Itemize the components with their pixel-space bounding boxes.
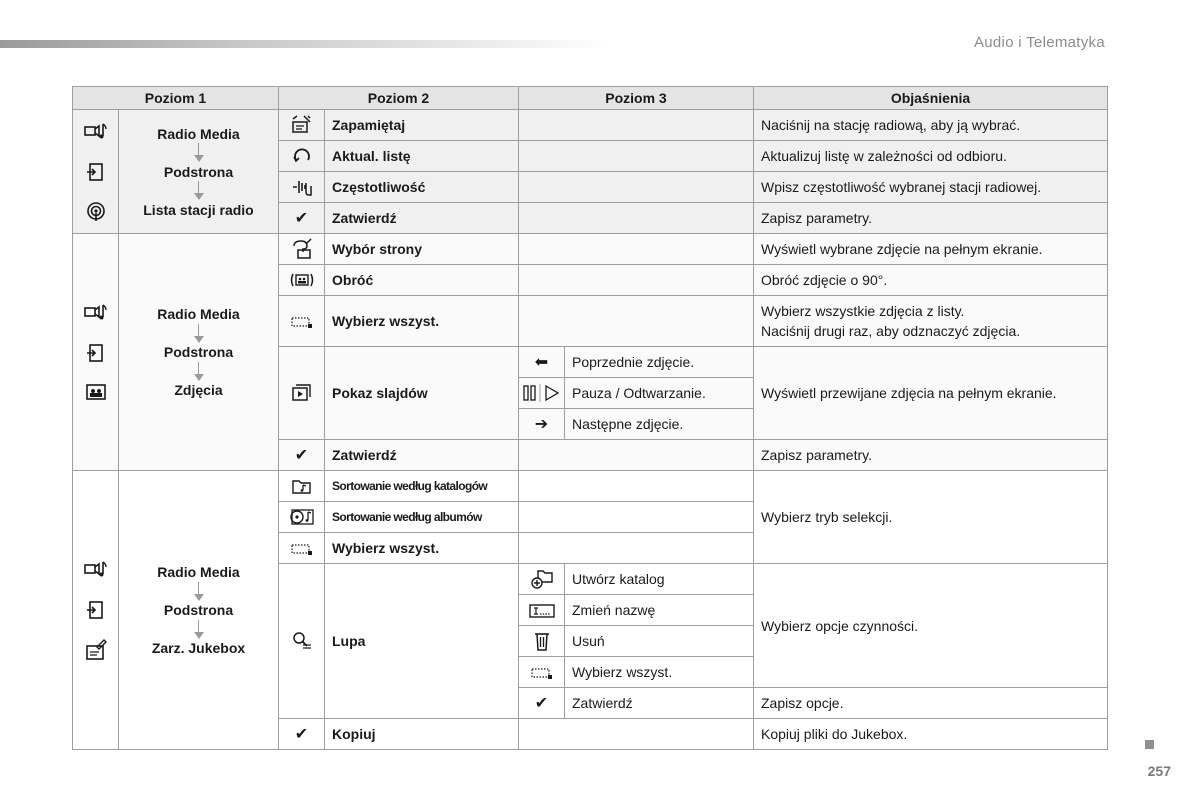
level3-label: Następne zdjęcie. bbox=[565, 409, 754, 440]
page-select-icon-cell bbox=[279, 234, 325, 265]
level3-label: Poprzednie zdjęcie. bbox=[565, 347, 754, 378]
level3-empty bbox=[519, 172, 754, 203]
save-station-icon-cell bbox=[279, 110, 325, 141]
select-all-icon bbox=[530, 666, 554, 680]
create-folder-icon-cell bbox=[519, 564, 565, 595]
level2-label: Pokaz slajdów bbox=[325, 347, 519, 440]
level3-empty bbox=[519, 110, 754, 141]
jukebox-manage-icon bbox=[84, 638, 108, 662]
explanation: Naciśnij na stację radiową, aby ją wybrać. bbox=[754, 110, 1108, 141]
level3-label: Usuń bbox=[565, 626, 754, 657]
table-header-row bbox=[73, 87, 1108, 110]
table-row bbox=[73, 234, 1108, 265]
level2-label: Wybierz wszyst. bbox=[325, 296, 519, 347]
slideshow-icon-cell bbox=[279, 347, 325, 440]
level1-icons-radio-list bbox=[73, 110, 119, 234]
level3-label: Wybierz wszyst. bbox=[565, 657, 754, 688]
table-row bbox=[73, 110, 1108, 141]
level2-label: Obróć bbox=[325, 265, 519, 296]
rename-icon bbox=[528, 603, 556, 619]
frequency-icon-cell bbox=[279, 172, 325, 203]
explanation-line: Naciśnij drugi raz, aby odznaczyć zdjęcia. bbox=[761, 323, 1021, 339]
next-icon-cell bbox=[519, 409, 565, 440]
explanation: Obróć zdjęcie o 90°. bbox=[754, 265, 1108, 296]
rename-icon-cell bbox=[519, 595, 565, 626]
level3-label: Utwórz katalog bbox=[565, 564, 754, 595]
level2-label: Wybierz wszyst. bbox=[325, 533, 519, 564]
level3-empty bbox=[519, 141, 754, 172]
level1-icons-photos bbox=[73, 234, 119, 471]
level3-empty bbox=[519, 203, 754, 234]
checkmark-icon: ✔ bbox=[294, 725, 309, 743]
flow-label: Podstrona bbox=[163, 344, 234, 360]
create-folder-icon bbox=[529, 568, 555, 590]
arrow-left-icon: ⬅ bbox=[534, 353, 549, 371]
col-header-level3: Poziom 3 bbox=[519, 87, 754, 110]
photos-icon bbox=[84, 381, 108, 403]
flow-label: Zarz. Jukebox bbox=[151, 640, 246, 656]
level2-label: Zatwierdź bbox=[325, 440, 519, 471]
explanation: Zapisz parametry. bbox=[754, 203, 1108, 234]
previous-icon-cell bbox=[519, 347, 565, 378]
level1-flow-jukebox bbox=[119, 471, 279, 750]
flow-arrow bbox=[194, 180, 204, 202]
level2-label: Zatwierdź bbox=[325, 203, 519, 234]
level2-label: Częstotliwość bbox=[325, 172, 519, 203]
flow-label: Podstrona bbox=[163, 602, 234, 618]
flow-label: Zdjęcia bbox=[174, 382, 223, 398]
col-header-level2: Poziom 2 bbox=[279, 87, 519, 110]
rotate-icon bbox=[288, 270, 316, 290]
explanation-line: Wybierz wszystkie zdjęcia z listy. bbox=[761, 303, 965, 319]
level3-empty bbox=[519, 234, 754, 265]
level2-label: Aktual. listę bbox=[325, 141, 519, 172]
refresh-list-icon bbox=[292, 146, 312, 166]
checkmark-icon: ✔ bbox=[294, 446, 309, 464]
explanation-multiline bbox=[754, 296, 1108, 347]
select-all-icon-cell bbox=[519, 657, 565, 688]
pause-play-icon-cell bbox=[519, 378, 565, 409]
level2-label: Sortowanie według albumów bbox=[325, 502, 519, 533]
header-gradient-bar bbox=[0, 40, 610, 48]
flow-label: Radio Media bbox=[157, 306, 240, 322]
explanation: Zapisz parametry. bbox=[754, 440, 1108, 471]
level3-empty bbox=[519, 719, 754, 750]
media-music-icon bbox=[83, 120, 109, 144]
explanation: Wyświetl przewijane zdjęcia na pełnym ekranie. bbox=[754, 347, 1108, 440]
flow-label: Radio Media bbox=[157, 125, 240, 142]
level3-label: Zmień nazwę bbox=[565, 595, 754, 626]
flow-arrow bbox=[194, 580, 204, 602]
select-all-icon-cell bbox=[279, 296, 325, 347]
level2-label: Sortowanie według katalogów bbox=[325, 471, 519, 502]
confirm-icon-cell bbox=[279, 440, 325, 471]
col-header-level1: Poziom 1 bbox=[73, 87, 279, 110]
select-all-icon bbox=[290, 315, 314, 329]
confirm-icon-cell bbox=[279, 203, 325, 234]
select-all-icon bbox=[290, 542, 314, 556]
flow-label: Lista stacji radio bbox=[143, 201, 254, 218]
explanation: Wpisz częstotliwość wybranej stacji radiowej. bbox=[754, 172, 1108, 203]
sort-albums-icon bbox=[288, 507, 316, 527]
arrow-right-icon: ➔ bbox=[534, 415, 549, 433]
level3-empty bbox=[519, 296, 754, 347]
select-all-icon-cell bbox=[279, 533, 325, 564]
page-number: 257 bbox=[1147, 763, 1171, 779]
explanation: Wybierz tryb selekcji. bbox=[754, 471, 1108, 564]
explanation: Wyświetl wybrane zdjęcie na pełnym ekranie. bbox=[754, 234, 1108, 265]
sort-folders-icon-cell bbox=[279, 471, 325, 502]
level2-label: Wybór strony bbox=[325, 234, 519, 265]
level3-empty bbox=[519, 502, 754, 533]
page-select-icon bbox=[290, 238, 314, 260]
flow-arrow bbox=[194, 618, 204, 640]
refresh-list-icon-cell bbox=[279, 141, 325, 172]
level3-empty bbox=[519, 471, 754, 502]
table-row bbox=[73, 471, 1108, 502]
level3-empty bbox=[519, 265, 754, 296]
flow-arrow bbox=[194, 142, 204, 164]
level2-label: Kopiuj bbox=[325, 719, 519, 750]
explanation: Kopiuj pliki do Jukebox. bbox=[754, 719, 1108, 750]
explanation: Zapisz opcje. bbox=[754, 688, 1108, 719]
level3-label: Pauza / Odtwarzanie. bbox=[565, 378, 754, 409]
copy-icon-cell bbox=[279, 719, 325, 750]
sort-folders-icon bbox=[290, 476, 314, 496]
delete-icon-cell bbox=[519, 626, 565, 657]
trash-icon bbox=[532, 630, 552, 652]
level3-empty bbox=[519, 440, 754, 471]
flow-label: Radio Media bbox=[157, 564, 240, 580]
flow-arrow bbox=[194, 322, 204, 344]
radio-list-icon bbox=[84, 200, 108, 224]
level2-label: Zapamiętaj bbox=[325, 110, 519, 141]
level1-flow-photos bbox=[119, 234, 279, 471]
page-marker bbox=[1145, 740, 1154, 749]
frequency-icon bbox=[290, 177, 314, 197]
media-music-icon bbox=[83, 301, 109, 325]
rotate-icon-cell bbox=[279, 265, 325, 296]
flow-label: Podstrona bbox=[163, 163, 234, 180]
magnifier-list-icon bbox=[291, 630, 313, 652]
checkmark-icon: ✔ bbox=[534, 694, 549, 712]
explanation: Wybierz opcje czynności. bbox=[754, 564, 1108, 688]
explanation: Aktualizuj listę w zależności od odbioru. bbox=[754, 141, 1108, 172]
checkmark-icon: ✔ bbox=[294, 209, 309, 227]
pause-play-icon bbox=[522, 384, 562, 402]
level3-label: Zatwierdź bbox=[565, 688, 754, 719]
sort-albums-icon-cell bbox=[279, 502, 325, 533]
submenu-icon bbox=[85, 598, 107, 622]
col-header-explanations: Objaśnienia bbox=[754, 87, 1108, 110]
level1-flow-radio-list bbox=[119, 110, 279, 234]
level1-icons-jukebox bbox=[73, 471, 119, 750]
submenu-icon bbox=[85, 341, 107, 365]
flow-arrow bbox=[194, 360, 204, 382]
magnifier-icon-cell bbox=[279, 564, 325, 719]
media-music-icon bbox=[83, 558, 109, 582]
slideshow-icon bbox=[290, 382, 314, 404]
level2-label: Lupa bbox=[325, 564, 519, 719]
section-title: Audio i Telematyka bbox=[973, 34, 1105, 51]
save-station-icon bbox=[290, 114, 314, 136]
level3-empty bbox=[519, 533, 754, 564]
menu-table bbox=[72, 86, 1108, 750]
submenu-icon bbox=[85, 160, 107, 184]
confirm-icon-cell bbox=[519, 688, 565, 719]
